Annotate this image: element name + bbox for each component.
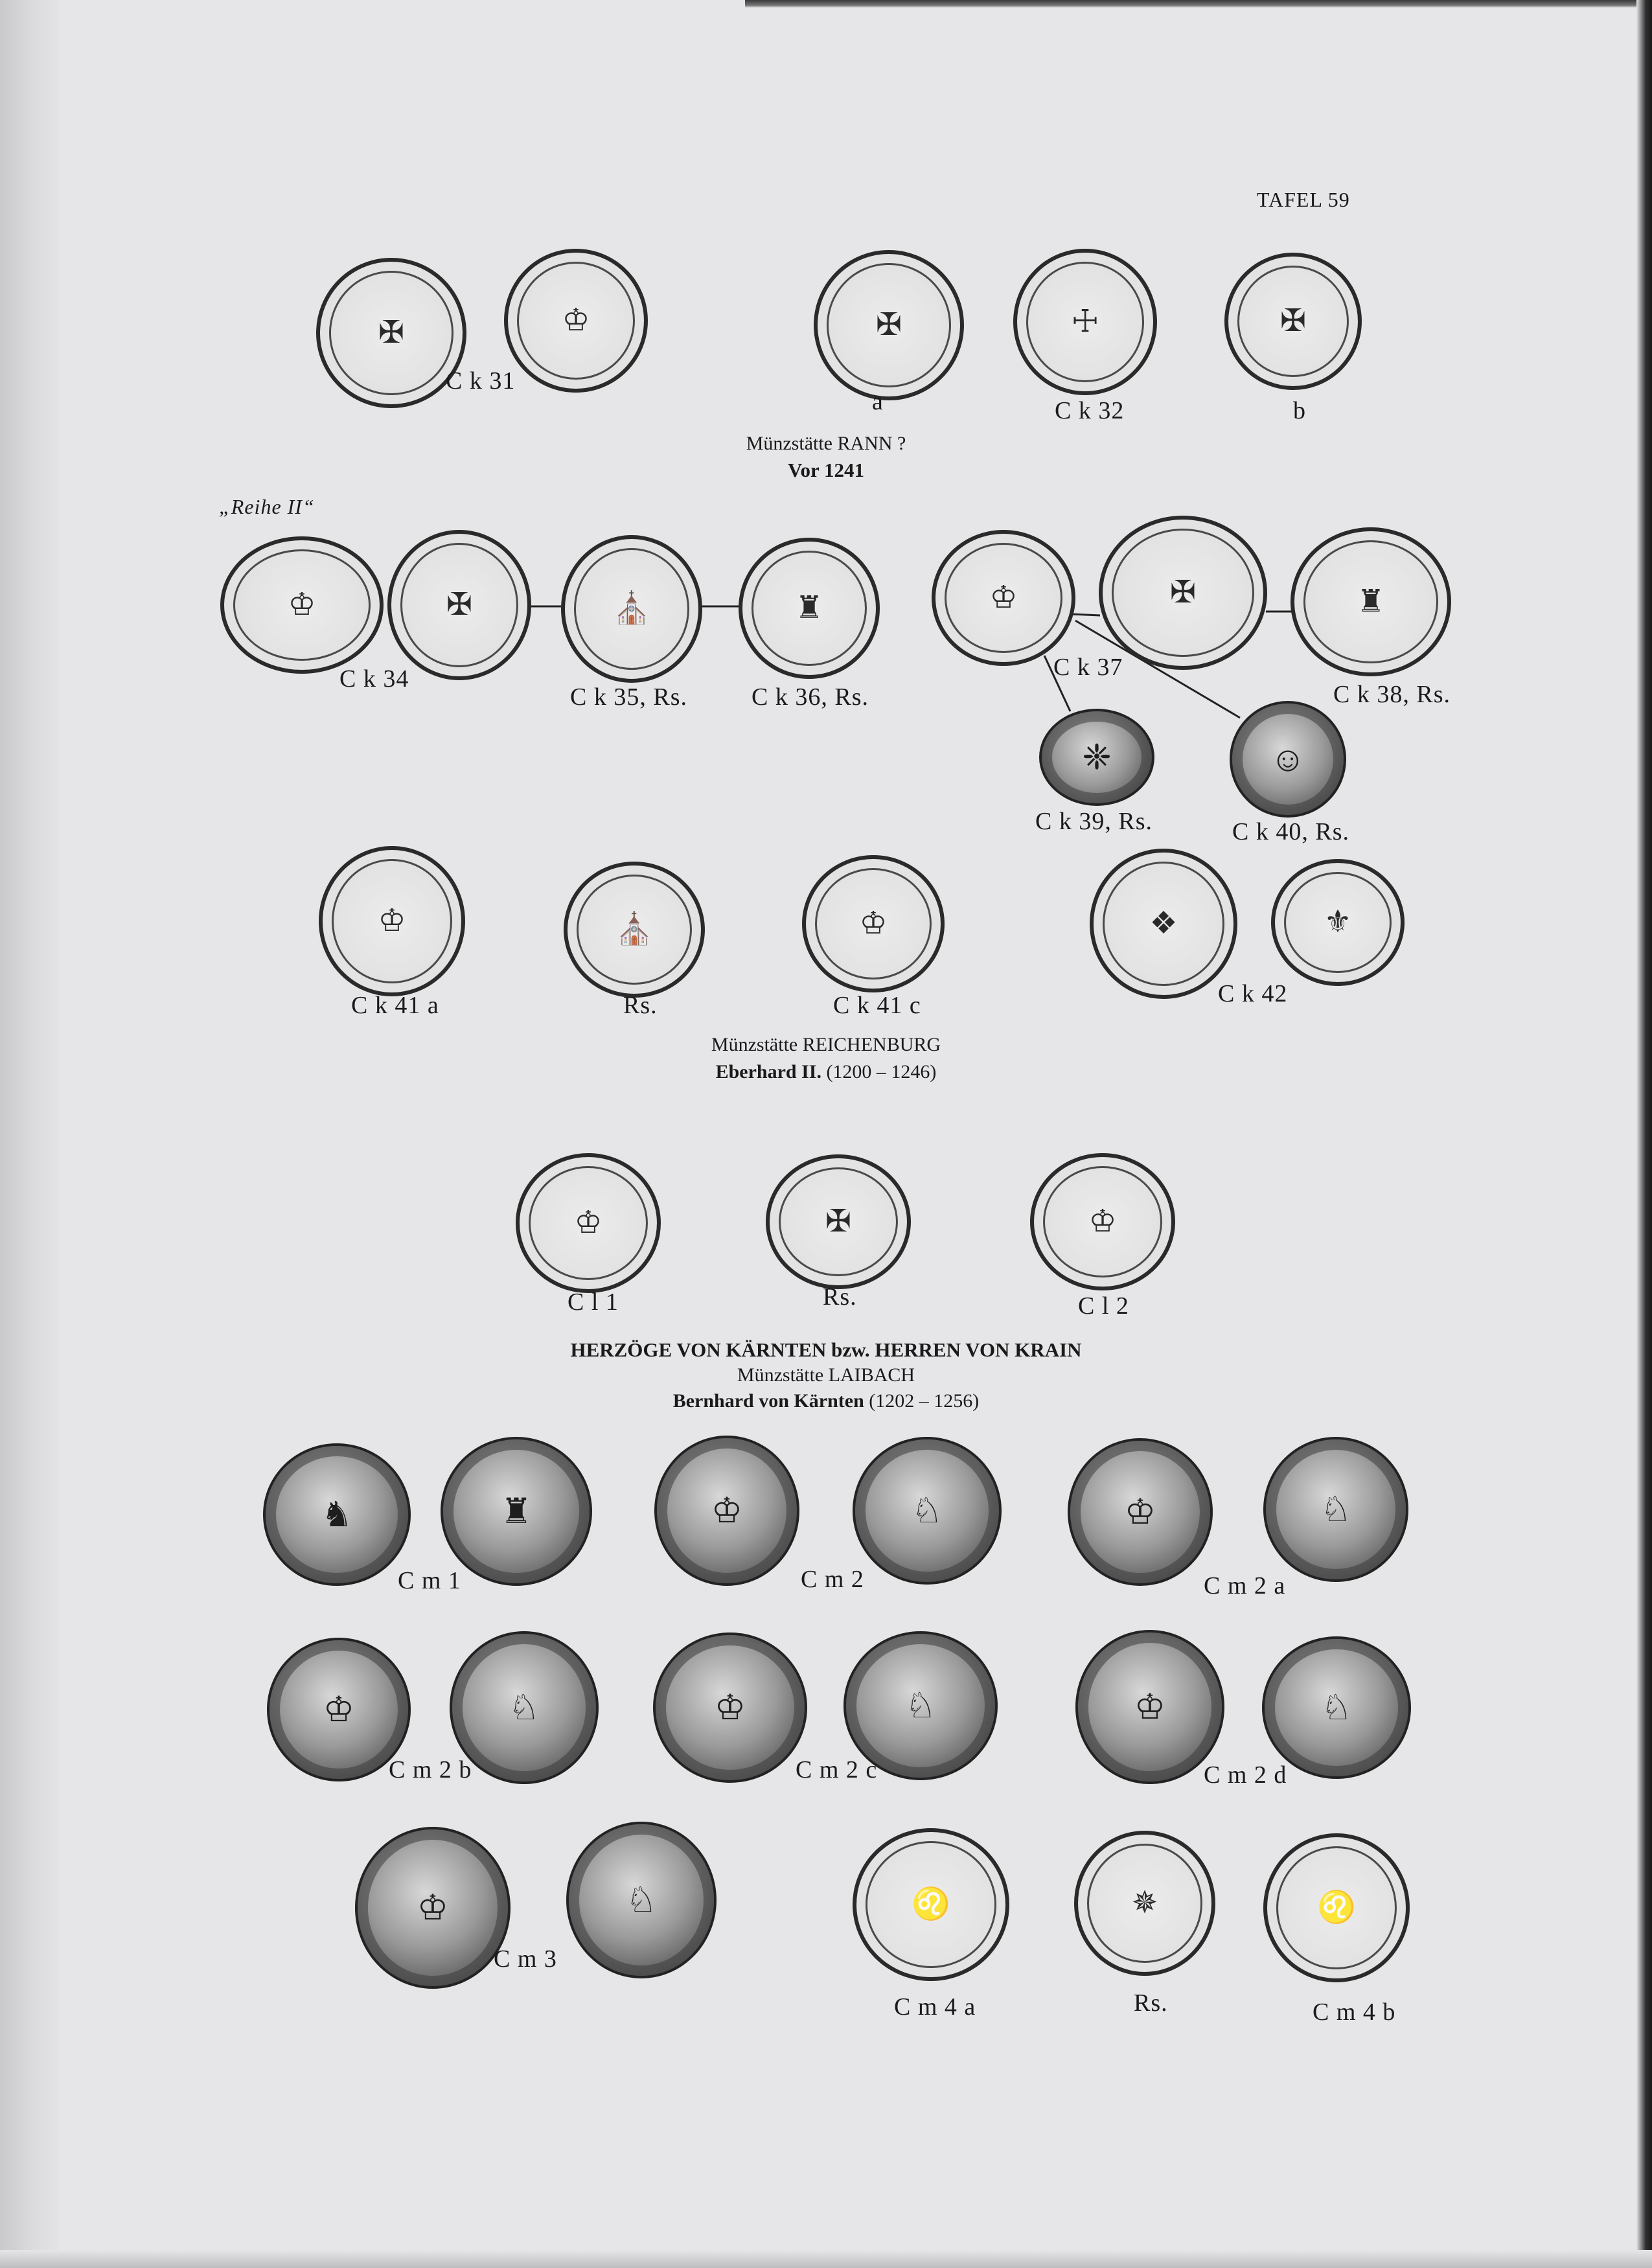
coin-drawing-ck35: ⛪	[561, 535, 702, 683]
coin-label: C m 2 a	[1204, 1572, 1286, 1599]
coin-drawing-rs-cl: ✠	[766, 1154, 911, 1289]
coin-label: C m 3	[494, 1945, 557, 1973]
coin-drawing-b: ✠	[1224, 253, 1362, 390]
coin-drawing-ck42-reverse: ⚜	[1271, 859, 1405, 986]
coin-drawing-ck42-obverse: ❖	[1090, 849, 1237, 999]
coin-drawing-ck41a: ♔	[319, 846, 465, 996]
ruler-heading-reichenburg	[0, 1061, 1652, 1083]
coin-label: C l 2	[1078, 1292, 1129, 1320]
mint-heading-rann: Münzstätte RANN ?	[746, 433, 906, 454]
scan-bottom-edge	[0, 2250, 1652, 2268]
coin-photo-cm2c-obverse: ♔	[653, 1632, 807, 1783]
coin-drawing-ck37-obverse: ♔	[932, 530, 1075, 666]
mint-heading-reichenburg: Münzstätte REICHENBURG	[711, 1034, 941, 1055]
coin-drawing-ck32: ☩	[1013, 249, 1157, 395]
coin-label: C k 42	[1218, 980, 1288, 1007]
coin-label: C m 2	[801, 1566, 864, 1593]
coin-photo-cm3-obverse: ♔	[355, 1827, 511, 1989]
coin-label: C k 40, Rs.	[1232, 818, 1349, 845]
coin-label: C k 34	[339, 665, 409, 693]
coin-connector-lines	[0, 0, 1652, 907]
coin-label: C l 1	[568, 1289, 619, 1316]
coin-photo-cm3-reverse: ♘	[566, 1822, 717, 1978]
coin-label: C m 1	[398, 1567, 461, 1594]
coin-label: a	[872, 388, 884, 415]
coin-drawing-ck34-reverse: ✠	[387, 530, 531, 680]
coin-label: Rs.	[623, 992, 658, 1019]
coin-drawing-ck31-obverse: ✠	[316, 258, 466, 408]
coin-label: Rs.	[823, 1283, 857, 1311]
ruler-name: Bernhard von Kärnten	[672, 1390, 864, 1412]
mint-heading-laibach: Münzstätte LAIBACH	[737, 1364, 915, 1386]
coin-drawing-ck37-reverse: ✠	[1099, 516, 1267, 670]
coin-drawing-rs-ck41: ⛪	[564, 862, 705, 998]
coin-photo-cm1-reverse: ♜	[441, 1437, 592, 1586]
coin-label: C k 35, Rs.	[570, 683, 687, 711]
coin-photo-cm2-reverse: ♘	[853, 1437, 1002, 1585]
coin-photo-cm2b-reverse: ♘	[450, 1631, 599, 1784]
plate-title: TAFEL 59	[1257, 188, 1350, 211]
ruler-dates: (1202 – 1256)	[869, 1390, 980, 1412]
ruler-name: Eberhard II.	[715, 1061, 821, 1082]
coin-photo-cm2c-reverse: ♘	[843, 1631, 998, 1780]
coin-label: b	[1293, 397, 1306, 424]
coin-drawing-cl1: ♔	[516, 1153, 661, 1293]
coin-photo-cm2a-obverse: ♔	[1068, 1438, 1213, 1586]
ruler-dates: (1200 – 1246)	[826, 1061, 937, 1082]
coin-label: Rs.	[1134, 1989, 1168, 2017]
coin-drawing-cm4b: ♌	[1263, 1833, 1410, 1982]
coin-label: C k 36, Rs.	[751, 683, 869, 711]
coin-drawing-rs-cm4: ✵	[1074, 1831, 1215, 1976]
coin-photo-cm2d-reverse: ♘	[1262, 1636, 1411, 1779]
coin-label: C m 4 b	[1313, 1999, 1396, 2026]
coin-label: C k 41 a	[351, 992, 439, 1019]
coin-label: C k 32	[1055, 397, 1125, 424]
coin-label: C m 2 c	[796, 1756, 878, 1783]
ruler-heading-laibach	[0, 1390, 1652, 1412]
coin-label: C m 4 a	[894, 1993, 976, 2021]
coin-photo-cm2d-obverse: ♔	[1075, 1630, 1224, 1784]
coin-drawing-ck41c: ♔	[802, 855, 945, 992]
coin-drawing-a: ✠	[814, 250, 964, 400]
coin-photo-cm2-obverse: ♔	[654, 1436, 799, 1586]
coin-drawing-cl2: ♔	[1030, 1153, 1175, 1290]
coin-drawing-ck38: ♜	[1291, 527, 1451, 676]
date-heading-rann: Vor 1241	[788, 459, 864, 481]
section-heading-dukes: HERZÖGE VON KÄRNTEN bzw. HERREN VON KRAIN	[570, 1338, 1082, 1361]
coin-label: C m 2 d	[1204, 1761, 1287, 1789]
coin-label: C k 41 c	[833, 992, 921, 1019]
coin-photo-ck39: ❈	[1039, 709, 1154, 806]
coin-label: C k 37	[1053, 654, 1123, 681]
coin-label: C k 39, Rs.	[1035, 808, 1153, 835]
coin-photo-cm2b-obverse: ♔	[267, 1638, 411, 1781]
coin-label: C k 31	[446, 367, 516, 395]
coin-photo-ck40: ☺	[1230, 701, 1346, 818]
coin-photo-cm2a-reverse: ♘	[1263, 1437, 1408, 1582]
coin-label: C k 38, Rs.	[1333, 681, 1451, 708]
coin-drawing-ck31-reverse: ♔	[504, 249, 648, 393]
coin-drawing-ck34-obverse: ♔	[220, 536, 384, 674]
coin-drawing-cm4a: ♌	[853, 1828, 1009, 1981]
coin-label: C m 2 b	[389, 1756, 472, 1783]
series-label: „Reihe II“	[219, 495, 315, 518]
coin-photo-cm1-obverse: ♞	[263, 1443, 411, 1586]
coin-drawing-ck36: ♜	[739, 538, 880, 679]
